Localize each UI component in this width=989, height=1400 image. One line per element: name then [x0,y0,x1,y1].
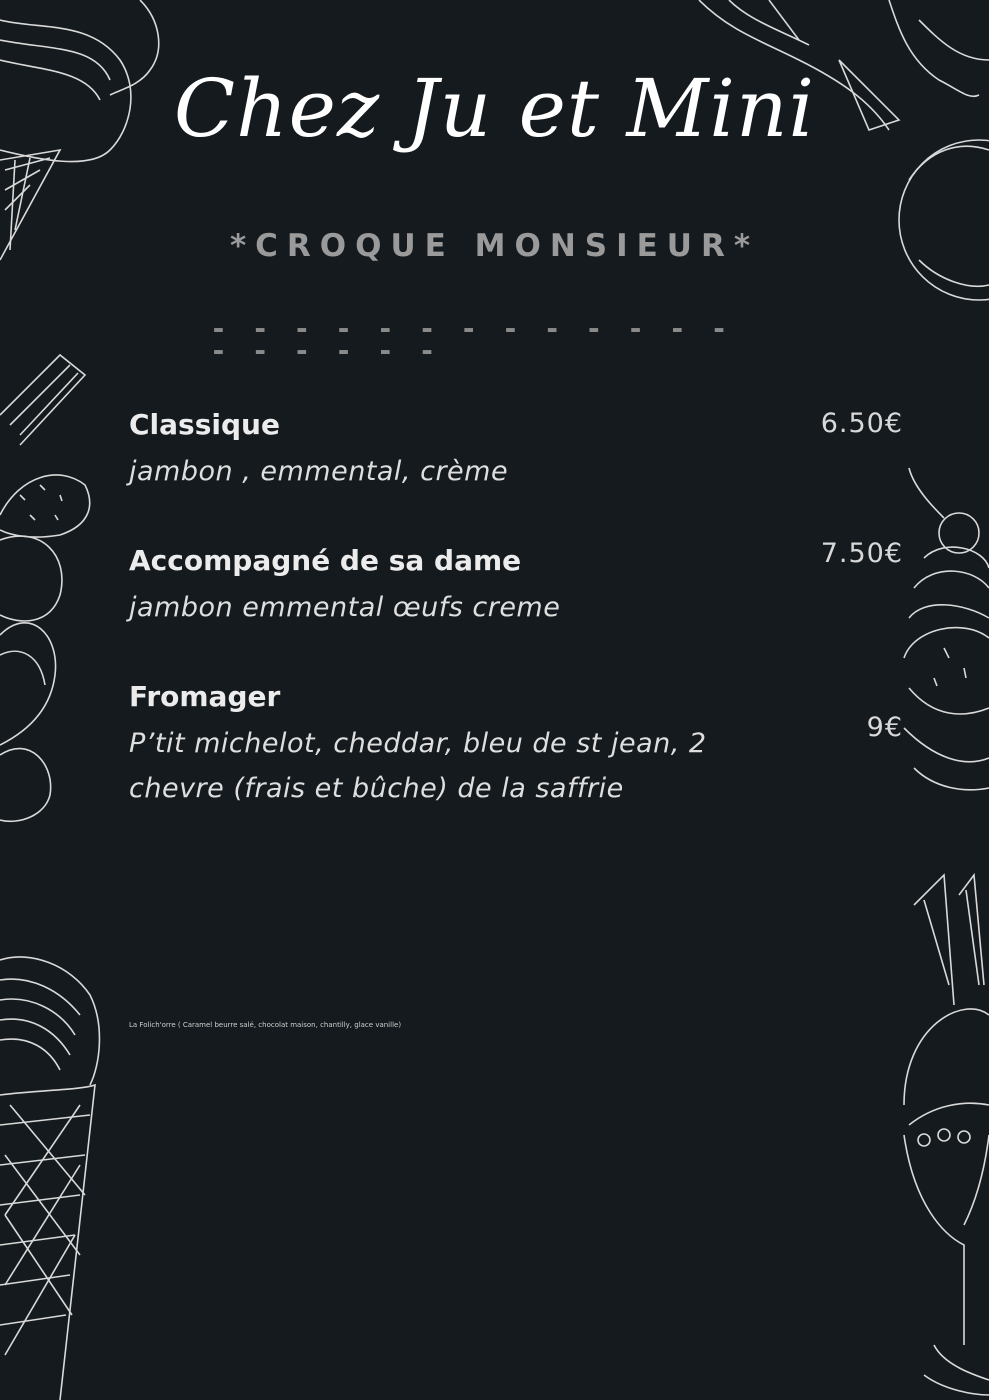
restaurant-title: Chez Ju et Mini [173,62,816,155]
menu-item-accompagne [129,541,789,630]
menu-item-classique [129,405,789,494]
menu-item-price: 9€ [866,712,903,743]
bottom-right-sundae-glass-icon [904,875,989,1400]
bottom-left-cone-icon [0,955,105,1400]
menu-item-name: Accompagné de sa dame [129,544,522,577]
menu-item-description: jambon emmental œufs creme [129,592,561,623]
menu-item-fromager [129,677,789,811]
dashed-divider: - - - - - - - - - - - - - - - - - - - [210,312,732,367]
left-wafer-sundae-icon [0,355,100,825]
right-cherry-sundae-icon [904,468,989,798]
menu-item-price: 7.50€ [820,538,903,569]
section-title: *CROQUE MONSIEUR* [229,228,760,264]
menu-item-description: P’tit michelot, cheddar, bleu de st jean, 2 chevre (frais et bûche) de la saffrie [129,728,707,804]
footnote: La Folich'orre ( Caramel beurre salé, chocolat maison, chantilly, glace vanille) [129,1021,402,1029]
menu-item-price: 6.50€ [820,408,903,439]
menu-item-description: jambon , emmental, crème [129,456,509,487]
menu-item-name: Classique [129,408,280,441]
menu-item-name: Fromager [129,680,281,713]
